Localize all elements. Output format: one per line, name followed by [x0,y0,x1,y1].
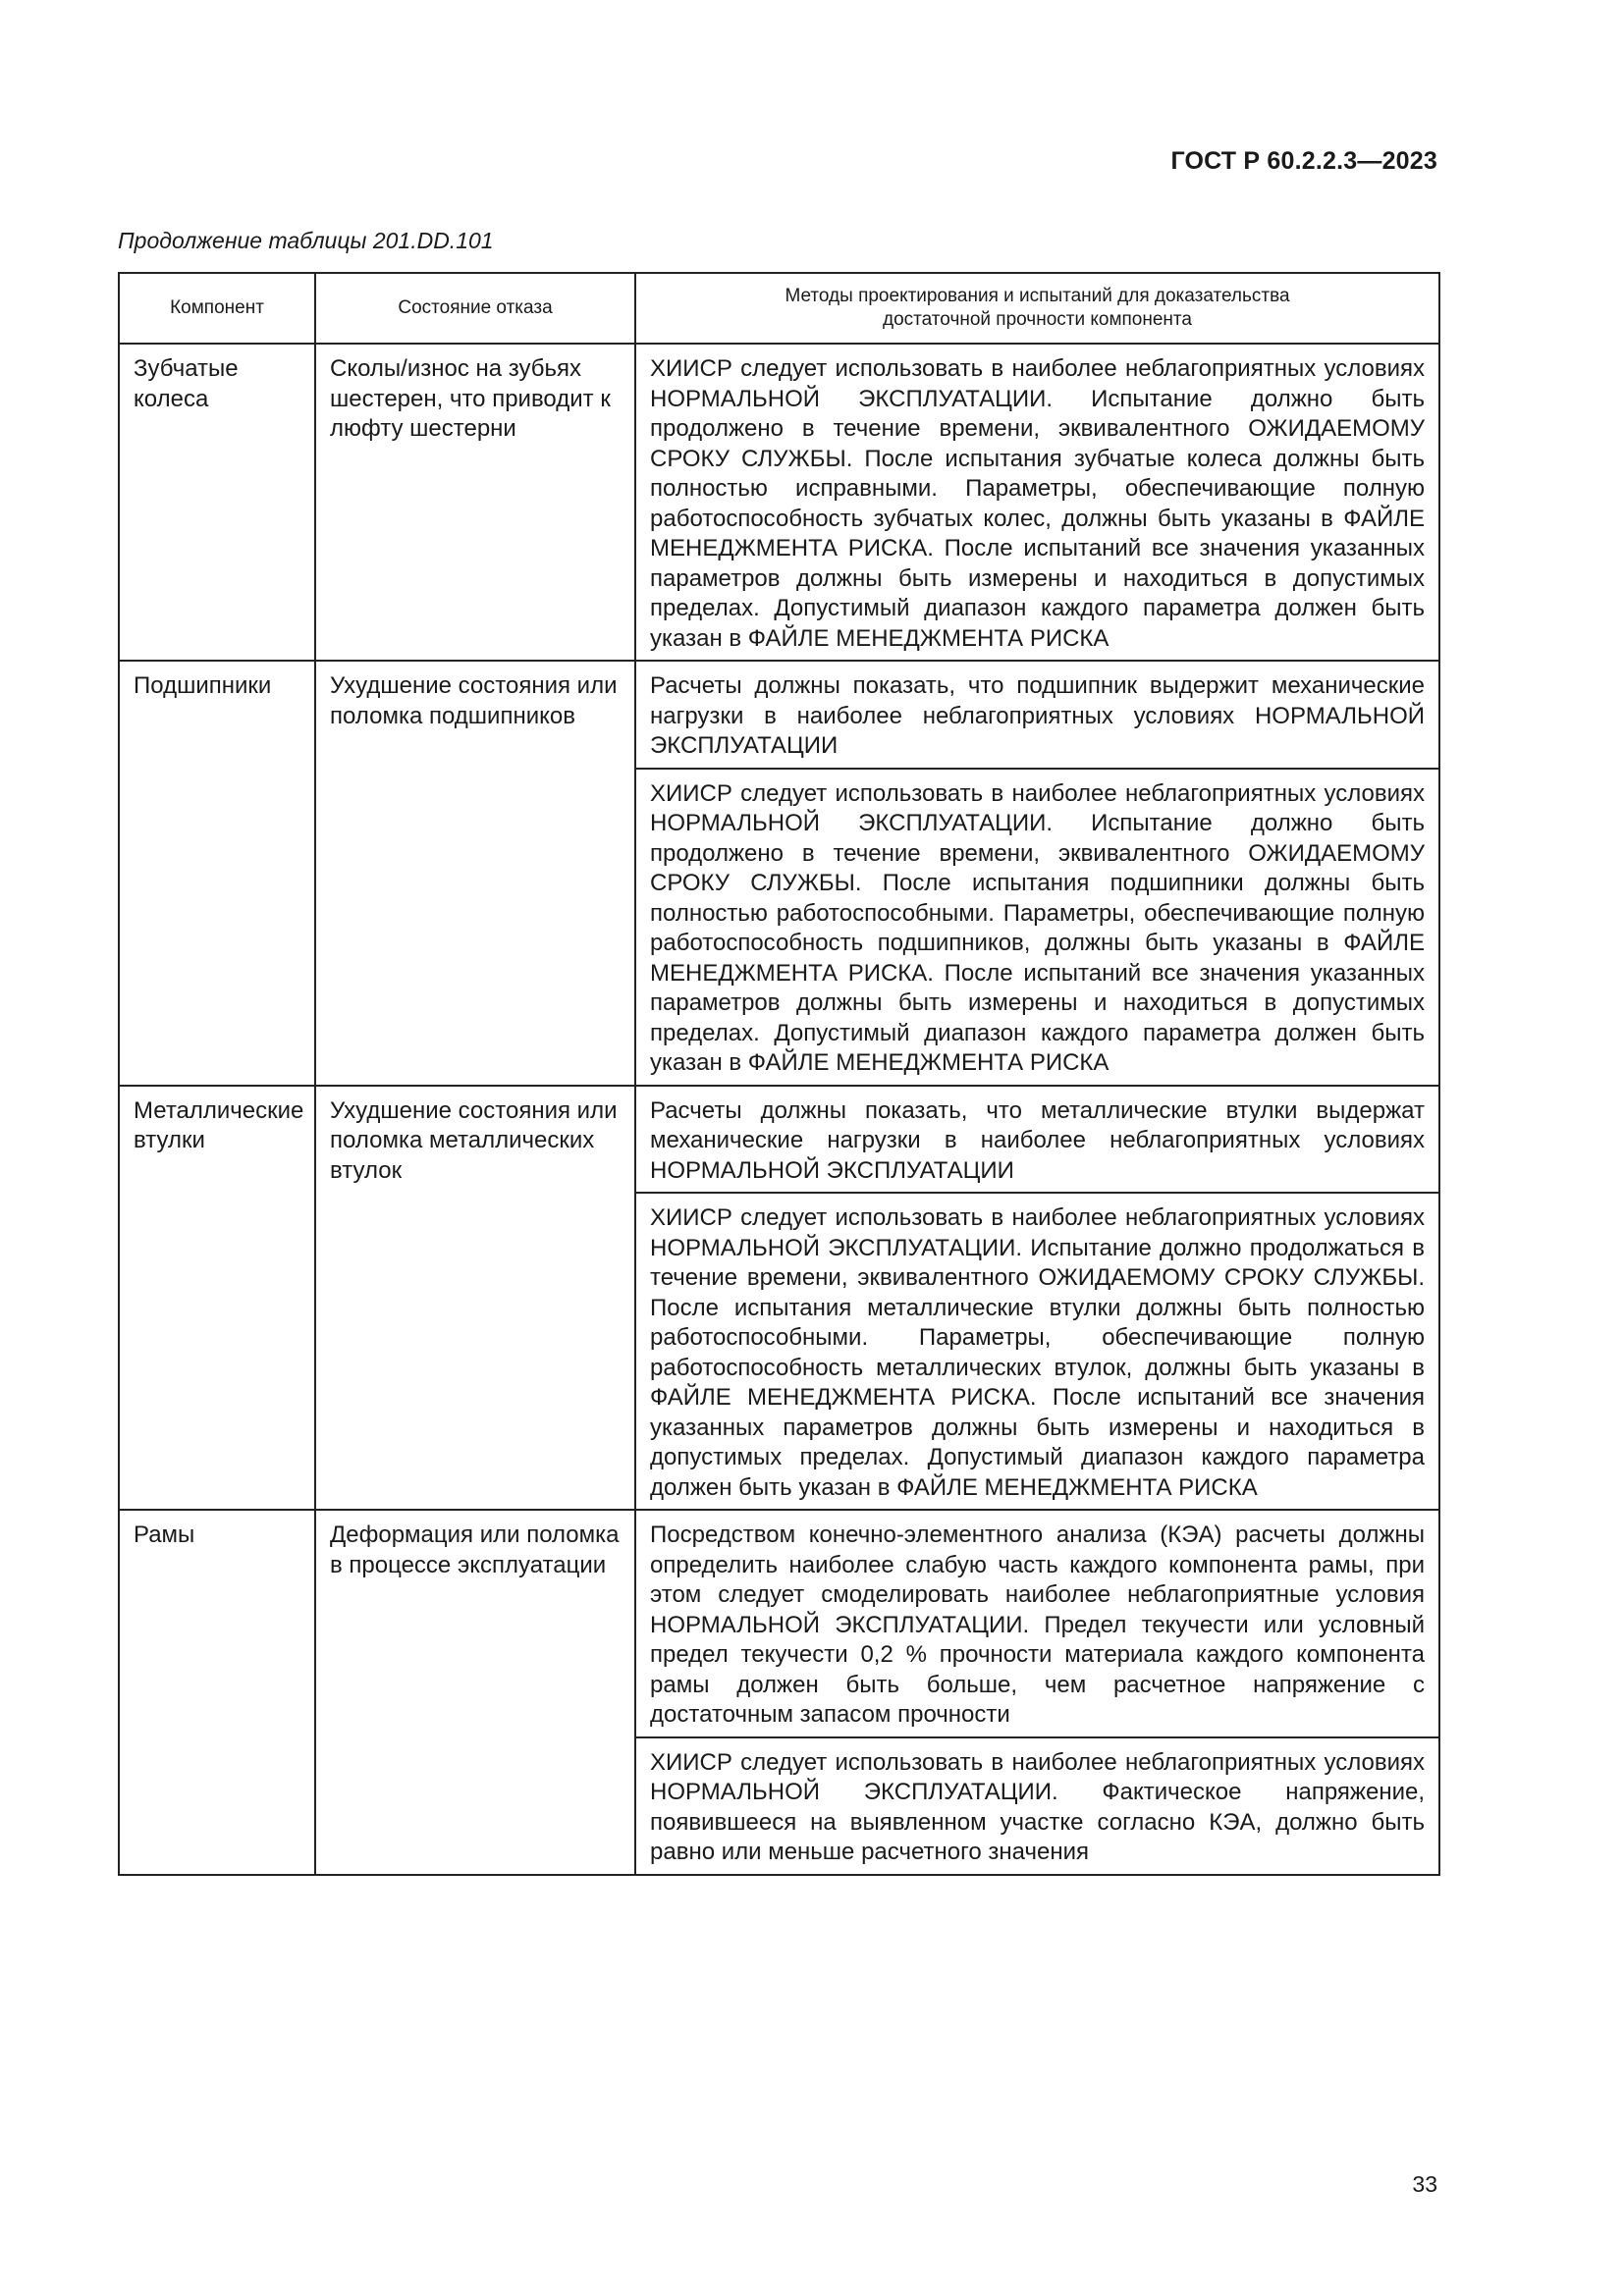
method-cell [635,769,1439,1086]
component-cell [119,344,315,661]
table-row [119,1510,1439,1737]
column-header-failure-state: Состояние отказа [315,273,635,344]
failure-state: Ухудшение состояния или поломка металлических втулок [330,1096,618,1184]
table-row [119,344,1439,661]
method-text: ХИИСР следует использовать в наиболее неблагоприятных условиях НОРМАЛЬНОЙ ЭКСПЛУАТАЦИИ. Испытание должно быть продолжено в течение времени, эквивалентного ОЖИДАЕМОМУ СРОКУ СЛУЖБЫ. После испытания зубчатые колеса должны быть полностью исправными. Параметры, обеспечивающие полную работоспособность зубчатых колес, должны быть указаны в ФАЙЛЕ МЕНЕДЖМЕНТА РИСКА. После испытаний все значения указанных параметров должны быть измерены и находиться в допустимых пределах. Допустимый диапазон каждого параметра должен быть указан в ФАЙЛЕ МЕНЕДЖМЕНТА РИСКА [650,355,1425,652]
failure-cell [315,1086,635,1511]
method-text: ХИИСР следует использовать в наиболее неблагоприятных условиях НОРМАЛЬНОЙ ЭКСПЛУАТАЦИИ. Испытание должно продолжаться в течение времени, эквивалентного ОЖИДАЕМОМУ СРОКУ СЛУЖБЫ. После испытания металлические втулки должны быть полностью работоспособными. Параметры, обеспечивающие полную работоспособность металлических втулок, должны быть указаны в ФАЙЛЕ МЕНЕДЖМЕНТА РИСКА. После испытаний все значения указанных параметров должны быть измерены и находиться в допустимых пределах. Допустимый диапазон каждого параметра должен быть указан в ФАЙЛЕ МЕНЕДЖМЕНТА РИСКА [650,1204,1425,1501]
column-header-methods-text: Методы проектирования и испытаний для доказательства достаточной прочности компонента [785,286,1290,330]
page-number: 33 [1412,2171,1437,2197]
component-name: Зубчатые колеса [134,355,239,412]
component-name: Металлические втулки [134,1096,304,1153]
failure-state: Сколы/износ на зубьях шестерен, что приводит к люфту шестерни [330,355,611,442]
failure-state: Деформация или поломка в процессе эксплуатации [330,1522,620,1578]
failure-cell [315,344,635,661]
component-cell [119,1510,315,1875]
component-cell [119,661,315,1086]
column-header-component: Компонент [119,273,315,344]
table-row [119,661,1439,769]
method-cell [635,344,1439,661]
table-header-row [119,273,1439,344]
table-caption: Продолжение таблицы 201.DD.101 [118,228,494,253]
failure-cell [315,661,635,1086]
method-cell [635,1086,1439,1194]
column-header-methods [635,273,1439,344]
component-cell [119,1086,315,1511]
method-text: Посредством конечно-элементного анализа (КЭА) расчеты должны определить наиболее слабую часть каждого компонента рамы, при этом следует смоделировать наиболее неблагоприятные условия НОРМАЛЬНОЙ ЭКСПЛУАТАЦИИ. Предел текучести или условный предел текучести 0,2 % прочности материала каждого компонента рамы должен быть больше, чем расчетное напряжение с достаточным запасом прочности [650,1522,1425,1728]
document-code: ГОСТ Р 60.2.2.3—2023 [1170,147,1437,175]
component-name: Рамы [134,1522,195,1548]
failure-cell [315,1510,635,1875]
table-row [119,1086,1439,1194]
method-cell [635,1737,1439,1875]
method-text: ХИИСР следует использовать в наиболее неблагоприятных условиях НОРМАЛЬНОЙ ЭКСПЛУАТАЦИИ. Испытание должно быть продолжено в течение времени, эквивалентного ОЖИДАЕМОМУ СРОКУ СЛУЖБЫ. После испытания подшипники должны быть полностью работоспособными. Параметры, обеспечивающие полную работоспособность подшипников, должны быть указаны в ФАЙЛЕ МЕНЕДЖМЕНТА РИСКА. После испытаний все значения указанных параметров должны быть измерены и находиться в допустимых пределах. Допустимый диапазон каждого параметра должен быть указан в ФАЙЛЕ МЕНЕДЖМЕНТА РИСКА [650,779,1425,1076]
method-cell [635,1510,1439,1737]
method-text: Расчеты должны показать, что подшипник выдержит механические нагрузки в наиболее неблагоприятных условиях НОРМАЛЬНОЙ ЭКСПЛУАТАЦИИ [650,672,1425,759]
method-text: Расчеты должны показать, что металлические втулки выдержат механические нагрузки в наиболее неблагоприятных условиях НОРМАЛЬНОЙ ЭКСПЛУАТАЦИИ [650,1096,1425,1184]
failure-state: Ухудшение состояния или поломка подшипников [330,672,618,729]
component-methods-table [118,272,1440,1876]
method-cell [635,1193,1439,1510]
component-name: Подшипники [134,672,272,699]
method-cell [635,661,1439,769]
method-text: ХИИСР следует использовать в наиболее неблагоприятных условиях НОРМАЛЬНОЙ ЭКСПЛУАТАЦИИ. Фактическое напряжение, появившееся на выявленном участке согласно КЭА, должно быть равно или меньше расчетного значения [650,1748,1425,1865]
